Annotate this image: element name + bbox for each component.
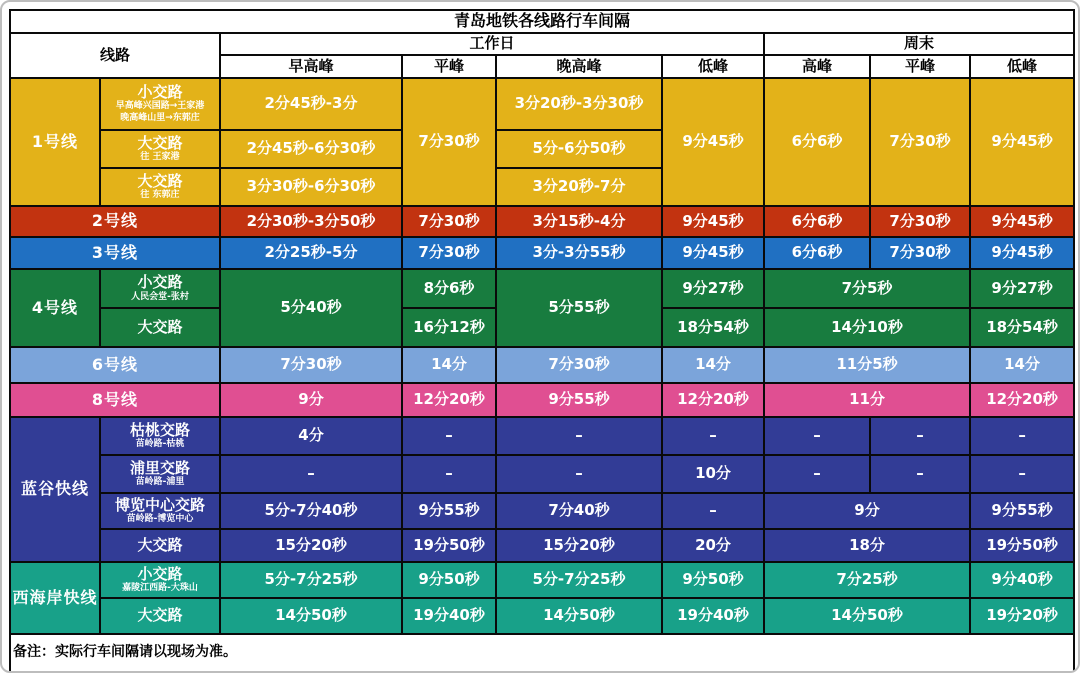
interval-cell: 2分45秒-6分30秒 xyxy=(220,130,402,168)
interval-cell: 9分45秒 xyxy=(662,206,764,237)
line-name-3: 3号线 xyxy=(10,237,220,269)
interval-cell: 15分20秒 xyxy=(220,529,402,562)
interval-cell: 9分27秒 xyxy=(662,269,764,308)
interval-cell: 19分40秒 xyxy=(402,598,496,634)
route-cell xyxy=(100,168,220,206)
col-header-morning-peak: 早高峰 xyxy=(220,55,402,78)
interval-cell: 9分50秒 xyxy=(662,562,764,598)
col-header-low-peak: 低峰 xyxy=(662,55,764,78)
route-label: 小交路 xyxy=(137,273,183,292)
metro-interval-table xyxy=(9,9,1075,673)
interval-cell: 9分45秒 xyxy=(662,237,764,269)
interval-cell: – xyxy=(970,455,1074,493)
interval-cell: 9分27秒 xyxy=(970,269,1074,308)
route-cell xyxy=(100,308,220,347)
route-label: 小交路 xyxy=(137,83,183,102)
interval-cell: 14分10秒 xyxy=(764,308,970,347)
interval-cell: 9分55秒 xyxy=(402,493,496,529)
route-cell xyxy=(100,493,220,529)
interval-cell: 10分 xyxy=(662,455,764,493)
interval-cell: 7分30秒 xyxy=(402,206,496,237)
interval-cell: – xyxy=(662,417,764,455)
route-note: 苗岭路-枯桃 xyxy=(135,439,185,449)
interval-cell: – xyxy=(496,455,662,493)
route-label: 浦里交路 xyxy=(129,458,190,477)
interval-cell: 14分50秒 xyxy=(496,598,662,634)
route-cell xyxy=(100,598,220,634)
route-note: 人民会堂-张村 xyxy=(131,291,189,302)
interval-cell: 18分 xyxy=(764,529,970,562)
route-label: 大交路 xyxy=(137,317,183,336)
route-note: 往 东郭庄 xyxy=(140,190,180,200)
interval-cell: – xyxy=(764,417,870,455)
route-label: 小交路 xyxy=(137,564,183,583)
interval-cell: 9分50秒 xyxy=(402,562,496,598)
col-header-wk-low: 低峰 xyxy=(970,55,1074,78)
interval-cell: 5分-7分40秒 xyxy=(220,493,402,529)
footnote: 备注：实际行车间隔请以现场为准。 xyxy=(10,634,1074,672)
interval-cell: 7分30秒 xyxy=(402,78,496,206)
interval-cell: – xyxy=(970,417,1074,455)
interval-cell: 6分6秒 xyxy=(764,237,870,269)
interval-cell: 16分12秒 xyxy=(402,308,496,347)
interval-cell: 14分50秒 xyxy=(764,598,970,634)
col-header-offpeak: 平峰 xyxy=(402,55,496,78)
route-cell xyxy=(100,269,220,308)
line-name-blue-valley: 蓝谷快线 xyxy=(10,417,100,562)
interval-cell: 3分15秒-4分 xyxy=(496,206,662,237)
interval-cell: 2分25秒-5分 xyxy=(220,237,402,269)
interval-cell: 7分5秒 xyxy=(764,269,970,308)
interval-cell: 4分 xyxy=(220,417,402,455)
route-cell xyxy=(100,529,220,562)
interval-cell: 5分40秒 xyxy=(220,269,402,347)
interval-cell: 5分55秒 xyxy=(496,269,662,347)
interval-cell: 2分30秒-3分50秒 xyxy=(220,206,402,237)
interval-cell: 7分30秒 xyxy=(220,347,402,383)
interval-cell: 9分40秒 xyxy=(970,562,1074,598)
line-name-6: 6号线 xyxy=(10,347,220,383)
interval-cell: 14分50秒 xyxy=(220,598,402,634)
interval-cell: 12分20秒 xyxy=(970,383,1074,417)
route-note: 苗岭路-浦里 xyxy=(135,477,185,487)
interval-cell: – xyxy=(402,455,496,493)
route-note: 往 王家港 xyxy=(140,152,180,162)
interval-cell: 3分-3分55秒 xyxy=(496,237,662,269)
interval-cell: 12分20秒 xyxy=(662,383,764,417)
interval-cell: – xyxy=(870,417,970,455)
interval-cell: 3分30秒-6分30秒 xyxy=(220,168,402,206)
interval-cell: 19分50秒 xyxy=(970,529,1074,562)
interval-cell: 9分 xyxy=(764,493,970,529)
interval-cell: 18分54秒 xyxy=(662,308,764,347)
interval-cell: 6分6秒 xyxy=(764,78,870,206)
route-cell xyxy=(100,455,220,493)
interval-cell: 9分45秒 xyxy=(970,78,1074,206)
line-name-2: 2号线 xyxy=(10,206,220,237)
interval-cell: 6分6秒 xyxy=(764,206,870,237)
interval-cell: 9分45秒 xyxy=(970,237,1074,269)
line-name-west-coast: 西海岸快线 xyxy=(10,562,100,634)
interval-cell: 12分20秒 xyxy=(402,383,496,417)
interval-cell: 7分25秒 xyxy=(764,562,970,598)
interval-cell: 2分45秒-3分 xyxy=(220,78,402,130)
interval-cell: – xyxy=(662,493,764,529)
route-label: 大交路 xyxy=(137,535,183,554)
interval-cell: 5分-7分25秒 xyxy=(220,562,402,598)
interval-cell: 5分-6分50秒 xyxy=(496,130,662,168)
interval-cell: 8分6秒 xyxy=(402,269,496,308)
page-title: 青岛地铁各线路行车间隔 xyxy=(10,10,1074,33)
col-header-evening-peak: 晚高峰 xyxy=(496,55,662,78)
interval-cell: 5分-7分25秒 xyxy=(496,562,662,598)
interval-cell: 18分54秒 xyxy=(970,308,1074,347)
interval-cell: 7分30秒 xyxy=(402,237,496,269)
interval-cell: 9分45秒 xyxy=(970,206,1074,237)
interval-cell: 3分20秒-7分 xyxy=(496,168,662,206)
line-name-8: 8号线 xyxy=(10,383,220,417)
interval-cell: 19分50秒 xyxy=(402,529,496,562)
route-note: 晚高峰山里→东郭庄 xyxy=(120,112,200,123)
route-label: 大交路 xyxy=(137,133,183,152)
interval-cell: – xyxy=(764,455,870,493)
interval-cell: 9分 xyxy=(220,383,402,417)
interval-cell: 7分30秒 xyxy=(496,347,662,383)
line-name-4: 4号线 xyxy=(10,269,100,347)
route-cell xyxy=(100,130,220,168)
interval-cell: 14分 xyxy=(662,347,764,383)
interval-cell: – xyxy=(870,455,970,493)
route-label: 博览中心交路 xyxy=(114,495,205,514)
interval-cell: 7分30秒 xyxy=(870,206,970,237)
route-note: 嘉陵江西路-大珠山 xyxy=(122,583,198,593)
route-label: 大交路 xyxy=(137,606,183,625)
interval-cell: 11分 xyxy=(764,383,970,417)
interval-cell: 14分 xyxy=(970,347,1074,383)
interval-cell: – xyxy=(496,417,662,455)
interval-cell: 14分 xyxy=(402,347,496,383)
route-cell xyxy=(100,417,220,455)
col-header-wk-offpeak: 平峰 xyxy=(870,55,970,78)
interval-cell: – xyxy=(402,417,496,455)
route-cell xyxy=(100,562,220,598)
interval-cell: 20分 xyxy=(662,529,764,562)
line-name-1: 1号线 xyxy=(10,78,100,206)
interval-cell: 3分20秒-3分30秒 xyxy=(496,78,662,130)
interval-cell: 19分40秒 xyxy=(662,598,764,634)
route-note: 苗岭路-博览中心 xyxy=(126,514,194,524)
interval-cell: 7分30秒 xyxy=(870,237,970,269)
route-label: 枯桃交路 xyxy=(129,420,190,439)
route-note: 早高峰兴国路→王家港 xyxy=(115,101,205,112)
route-cell xyxy=(100,78,220,130)
interval-cell: 9分55秒 xyxy=(496,383,662,417)
interval-cell: 7分40秒 xyxy=(496,493,662,529)
col-header-weekend: 周末 xyxy=(764,33,1074,55)
interval-cell: 7分30秒 xyxy=(870,78,970,206)
col-header-line: 线路 xyxy=(10,33,220,78)
col-header-wk-peak: 高峰 xyxy=(764,55,870,78)
interval-cell: 19分20秒 xyxy=(970,598,1074,634)
interval-cell: 9分55秒 xyxy=(970,493,1074,529)
interval-cell: 15分20秒 xyxy=(496,529,662,562)
interval-cell: 9分45秒 xyxy=(662,78,764,206)
route-label: 大交路 xyxy=(137,171,183,190)
col-header-weekday: 工作日 xyxy=(220,33,764,55)
interval-cell: – xyxy=(220,455,402,493)
interval-cell: 11分5秒 xyxy=(764,347,970,383)
